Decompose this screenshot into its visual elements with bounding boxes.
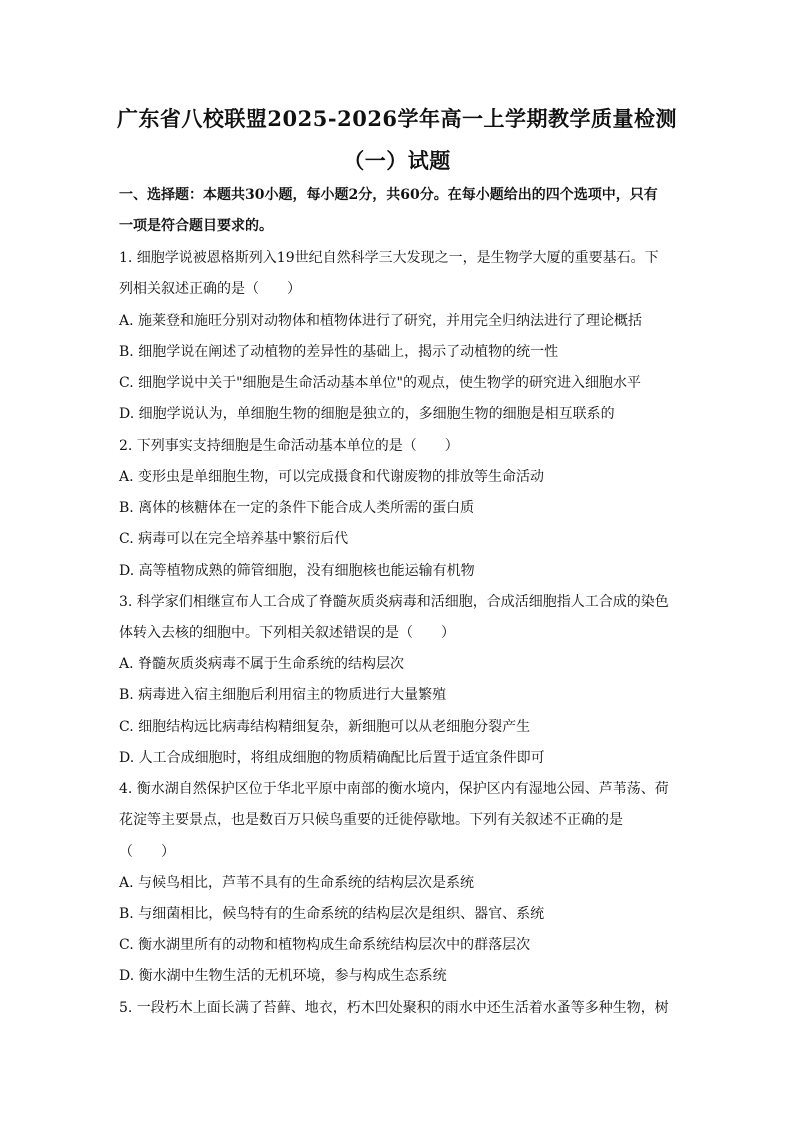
exam-title-line-1: 广东省八校联盟2025-2026学年高一上学期教学质量检测: [116, 106, 678, 131]
question-2-option-a: A. 变形虫是单细胞生物，可以完成摄食和代谢废物的排放等生命活动: [119, 469, 545, 485]
question-2-stem-line-1: 2. 下列事实支持细胞是生命活动基本单位的是（ ）: [119, 438, 459, 454]
section-instruction-line-1: 一、选择题：本题共30小题，每小题2分，共60分。在每小题给出的四个选项中，只有: [119, 187, 658, 203]
question-2-option-c: C. 病毒可以在完全培养基中繁衍后代: [119, 531, 349, 547]
question-3-stem-line-2: 体转入去核的细胞中。下列相关叙述错误的是（ ）: [119, 625, 455, 641]
question-3-stem-line-1: 3. 科学家们相继宣布人工合成了脊髓灰质炎病毒和活细胞，合成活细胞指人工合成的染色: [119, 594, 669, 610]
question-1-stem-line-2: 列相关叙述正确的是（ ）: [119, 281, 301, 297]
question-4-option-d: D. 衡水湖中生物生活的无机环境，参与构成生态系统: [119, 968, 447, 984]
question-3-option-d: D. 人工合成细胞时，将组成细胞的物质精确配比后置于适宜条件即可: [119, 750, 545, 766]
question-1-option-c: C. 细胞学说中关于"细胞是生命活动基本单位"的观点，使生物学的研究进入细胞水平: [119, 375, 641, 391]
question-1-option-a: A. 施莱登和施旺分别对动物体和植物体进行了研究，并用完全归纳法进行了理论概括: [119, 313, 643, 329]
section-instruction-line-2: 一项是符合题目要求的。: [119, 218, 273, 234]
question-1-stem-line-1: 1. 细胞学说被恩格斯列入19世纪自然科学三大发现之一，是生物学大厦的重要基石。下: [119, 250, 659, 266]
question-4-option-c: C. 衡水湖里所有的动物和植物构成生命系统结构层次中的群落层次: [119, 937, 531, 953]
question-4-option-a: A. 与候鸟相比，芦苇不具有的生命系统的结构层次是系统: [119, 875, 475, 891]
question-3-option-b: B. 病毒进入宿主细胞后利用宿主的物质进行大量繁殖: [119, 687, 447, 703]
question-3-option-c: C. 细胞结构远比病毒结构精细复杂，新细胞可以从老细胞分裂产生: [119, 719, 531, 735]
exam-title-line-2: （一）试题: [343, 148, 451, 173]
question-2-option-b: B. 离体的核糖体在一定的条件下能合成人类所需的蛋白质: [119, 500, 475, 516]
question-4-stem-line-3: （ ）: [119, 844, 175, 860]
question-1-option-d: D. 细胞学说认为，单细胞生物的细胞是独立的，多细胞生物的细胞是相互联系的: [119, 406, 615, 422]
question-4-stem-line-1: 4. 衡水湖自然保护区位于华北平原中南部的衡水境内，保护区内有湿地公园、芦苇荡、荷: [119, 781, 669, 797]
question-4-option-b: B. 与细菌相比，候鸟特有的生命系统的结构层次是组织、器官、系统: [119, 906, 545, 922]
question-2-option-d: D. 高等植物成熟的筛管细胞，没有细胞核也能运输有机物: [119, 563, 475, 579]
question-3-option-a: A. 脊髓灰质炎病毒不属于生命系统的结构层次: [119, 656, 405, 672]
question-1-option-b: B. 细胞学说在阐述了动植物的差异性的基础上，揭示了动植物的统一性: [119, 344, 559, 360]
question-5-stem-line-1: 5. 一段朽木上面长满了苔藓、地衣，朽木凹处聚积的雨水中还生活着水蚤等多种生物，树: [119, 1000, 669, 1016]
question-4-stem-line-2: 花淀等主要景点，也是数百万只候鸟重要的迁徙停歇地。下列有关叙述不正确的是: [119, 812, 623, 828]
